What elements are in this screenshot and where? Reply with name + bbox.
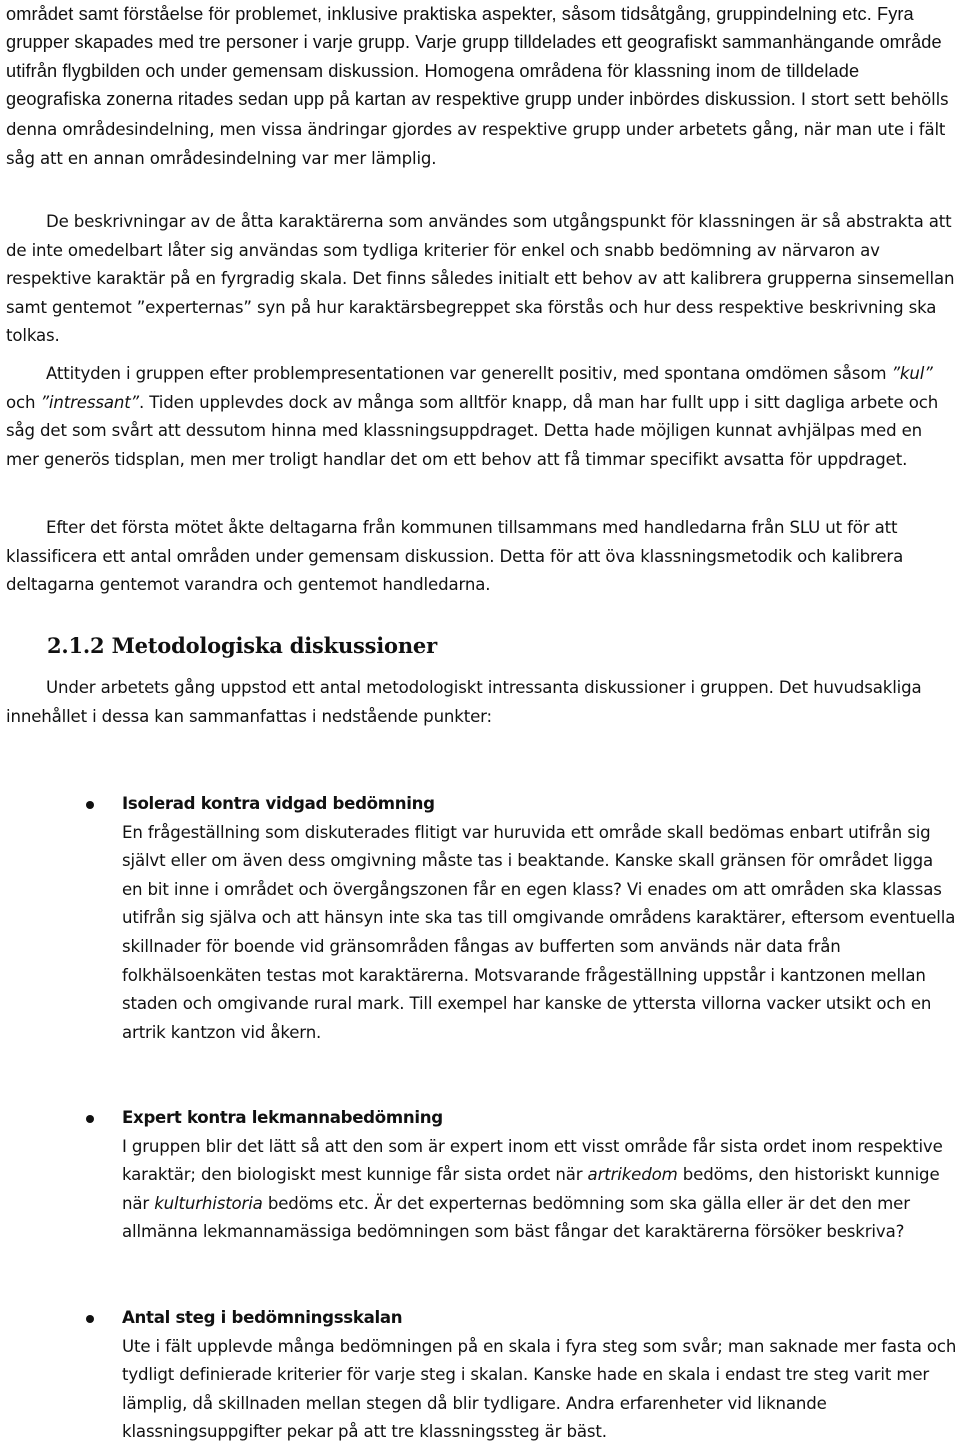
bullet-icon xyxy=(86,1315,94,1323)
list-item-text: En frågeställning som diskuterades flitigt var huruvida ett område skall bedömas enbart utifrån sig självt eller om även dess omgivning måste tas i beaktande. Kanske skall gränsen för området ligga en bit inne i området och övergångszonen får en egen klass? Vi enades om att områden ska klassas utifrån sig själva och att hänsyn inte ska tas till omgivande områdens karaktärer, eftersom eventuella skillnader för boende vid gränsområden fångas av bufferten som används när data från folkhälsoenkäten testas mot karaktärerna. Motsvarande frågeställning uppstår i kantzonen mellan staden och omgivande rural mark. Till exempel har kanske de yttersta villorna vacker utsikt och en artrik kantzon vid åkern. xyxy=(122,822,956,1042)
bullet-icon xyxy=(86,1115,94,1123)
paragraph-intro-part-b: I stort sett behölls denna områdesindelning, men vissa ändringar gjordes av respektive grupp under arbetets gång, när man ute i fält såg att en annan områdesindelning var mer lämplig. xyxy=(6,90,949,169)
paragraph-discussions-intro: Under arbetets gång uppstod ett antal metodologiskt intressanta diskussioner i gruppen. Det huvudsakliga innehållet i dessa kan sammanfattas i nedstående punkter: xyxy=(6,678,922,726)
list-item-text-part-b: bedöms, den historiskt kunnige när xyxy=(122,1165,940,1213)
list-item-text xyxy=(122,1133,958,1247)
paragraph-character-descriptions: De beskrivningar av de åtta karaktärerna som användes som utgångspunkt för klassningen är så abstrakta att de inte omedelbart låter sig användas som tydliga kriterier för enkel och snabb bedömning av närvaron av respektive karaktär på en fyrgradig skala. Det finns således initialt ett behov av att kalibrera grupperna sinsemellan samt gentemot ”experternas” syn på hur karaktärsbegreppet ska förstås och hur dess respektive beskrivning ska tolkas. xyxy=(6,212,955,346)
list-item-text-part-c: bedöms etc. Är det experternas bedömning som ska gälla eller är det den mer allmänna lekmannamässiga bedömningen som bäst fångar det karaktärerna försöker beskriva? xyxy=(122,1193,910,1242)
term-artrikedom: artrikedom xyxy=(587,1165,678,1185)
list-item-title: Isolerad kontra vidgad bedömning xyxy=(122,794,435,813)
section-heading: 2.1.2 Metodologiska diskussioner xyxy=(47,633,437,658)
paragraph-intro xyxy=(6,0,958,173)
paragraph-intro-part-a: området samt förståelse för problemet, inklusive praktiska aspekter, såsom tidsåtgång, gruppindelning etc. Fyra grupper skapades med tre personer i varje grupp. Varje grupp tilldelades ett geografiskt sammanhängande område utifrån flygbilden och under gemensam diskussion. Homogena områdena för klassning inom de tilldelade geografiska zonerna ritades sedan upp på kartan av respektive grupp under inbördes diskussion. xyxy=(6,4,942,110)
list-item-text-part-a: I gruppen blir det lätt så att den som är expert inom ett visst område får sista ordet inom respektive karaktär; den biologiskt mest kunnige får sista ordet när xyxy=(122,1136,943,1185)
paragraph-attitude-part-a: Attityden i gruppen efter problempresentationen var generellt positiv, med spontana omdömen såsom xyxy=(46,364,892,383)
list-item-title: Expert kontra lekmannabedömning xyxy=(122,1108,443,1127)
paragraph-first-meeting: Efter det första mötet åkte deltagarna från kommunen tillsammans med handledarna från SLU ut för att klassificera ett antal områden under gemensam diskussion. Detta för att öva klassningsmetodik och kalibrera deltagarna gentemot varandra och gentemot handledarna. xyxy=(6,518,904,595)
paragraph-attitude-och: och xyxy=(6,392,41,412)
quote-intressant: ”intressant” xyxy=(40,392,140,412)
paragraph-attitude xyxy=(6,360,958,474)
list-item-text: Ute i fält upplevde många bedömningen på en skala i fyra steg som svår; man saknade mer fasta och tydligt definierade kriterier för varje steg i skalan. Kanske hade en skala i endast tre steg varit mer lämplig, då skillnaden mellan stegen då blir tydligare. Andra erfarenheter vid liknande klassningsuppgifter pekar på att tre klassningssteg är bäst. xyxy=(122,1336,957,1442)
paragraph-attitude-part-b: . Tiden upplevdes dock av många som alltför knapp, då man har fullt upp i sitt dagliga arbete och såg det som svårt att dessutom hinna med klassningsuppdraget. Detta hade möjligen kunnat avhjälpas med en mer generös tidsplan, men mer troligt handlar det om ett behov att få timmar specifikt avsatta för uppdraget. xyxy=(6,392,939,469)
list-item-title: Antal steg i bedömningsskalan xyxy=(122,1308,403,1327)
term-kulturhistoria: kulturhistoria xyxy=(154,1193,263,1213)
quote-kul: ”kul” xyxy=(891,364,933,383)
bullet-icon xyxy=(86,801,94,809)
